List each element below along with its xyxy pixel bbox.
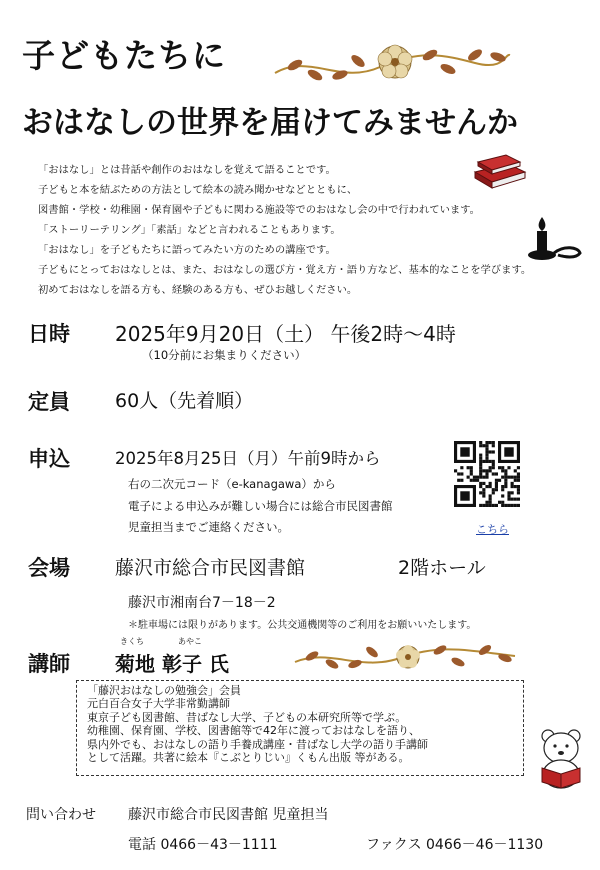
intro-line: 子どもと本を結ぶための方法として絵本の読み聞かせなどとともに、 — [38, 184, 358, 196]
intro-line: 「ストーリーテリング」「素話」などと言われることもあります。 — [38, 224, 341, 236]
contact-tel[interactable]: 電話 0466－43－1111 — [128, 837, 278, 853]
intro-line: 図書館・学校・幼稚園・保育園や子どもに関わる施設等でのおはなし会の中で行われています。 — [38, 204, 480, 216]
lecturer-ruby-given: あやこ — [178, 637, 202, 646]
candle-icon — [528, 215, 588, 265]
bio-line: として活躍。共著に絵本『こぶとりじい』くもん出版 等がある。 — [87, 751, 410, 765]
lecturer-label: 講師 — [28, 652, 70, 676]
flower-vine-icon — [270, 35, 515, 90]
apply-value: 2025年8月25日（月）午前9時から — [115, 449, 381, 468]
venue-address: 藤沢市湘南台7－18－2 — [128, 595, 276, 611]
intro-line: 「おはなし」とは昔話や創作のおはなしを覚えて語ることです。 — [38, 164, 336, 176]
bio-line: 元白百合女子大学非常勤講師 — [87, 697, 230, 711]
apply-line: 電子による申込みが難しい場合には総合市民図書館 — [128, 499, 393, 513]
lecturer-name: 菊地 彰子 氏 — [115, 652, 229, 676]
bio-line: 県内外でも、おはなしの語り手養成講座・昔ばなし大学の語り手講師 — [87, 737, 428, 751]
venue-room: 2階ホール — [398, 557, 486, 579]
datetime-note: （10分前にお集まりください） — [142, 348, 307, 362]
apply-line: 右の二次元コード（e-kanagawa）から — [128, 477, 336, 491]
bio-line: 幼稚園、保育園、学校、図書館等で42年に渡っておはなしを語り、 — [87, 724, 420, 738]
capacity-value: 60人（先着順） — [115, 390, 254, 412]
intro-line: 子どもにとっておはなしとは、また、おはなしの選び方・覚え方・語り方など、基本的なことを学びます。 — [38, 264, 532, 276]
bio-line: 「藤沢おはなしの勉強会」会員 — [87, 684, 241, 697]
contact-fax: ファクス 0466－46－1130 — [366, 837, 544, 853]
capacity-label: 定員 — [28, 390, 70, 414]
intro-line: 初めておはなしを語る方も、経験のある方も、ぜひお越しください。 — [38, 284, 358, 296]
title-line-2: おはなしの世界を届けてみませんか — [22, 105, 518, 141]
datetime-label: 日時 — [28, 322, 70, 346]
apply-line: 児童担当までご連絡ください。 — [128, 520, 289, 534]
qr-code-icon[interactable] — [454, 438, 520, 510]
lecturer-ruby-family: きくち — [120, 637, 144, 646]
lecturer-bio-box — [76, 680, 524, 776]
qr-link[interactable]: こちら — [476, 523, 509, 536]
intro-line: 「おはなし」を子どもたちに語ってみたい方のための講座です。 — [38, 244, 336, 256]
datetime-value: 2025年9月20日（土） 午後2時～4時 — [115, 322, 456, 346]
venue-note: ＊駐車場には限りがあります。公共交通機関等のご利用をお願いいたします。 — [128, 620, 477, 631]
intro-text — [38, 160, 558, 300]
bio-line: 東京子ども図書館、昔ばなし大学、子どもの本研究所等で学ぶ。 — [87, 710, 407, 724]
contact-label: 問い合わせ — [26, 807, 96, 823]
venue-name: 藤沢市総合市民図書館 — [115, 557, 306, 579]
contact-org: 藤沢市総合市民図書館 児童担当 — [128, 807, 329, 823]
flower-vine-icon — [290, 640, 520, 678]
bear-reading-icon — [534, 728, 592, 790]
apply-label: 申込 — [28, 447, 70, 471]
title-line-1: 子どもたちに — [22, 36, 226, 75]
venue-label: 会場 — [28, 556, 70, 580]
